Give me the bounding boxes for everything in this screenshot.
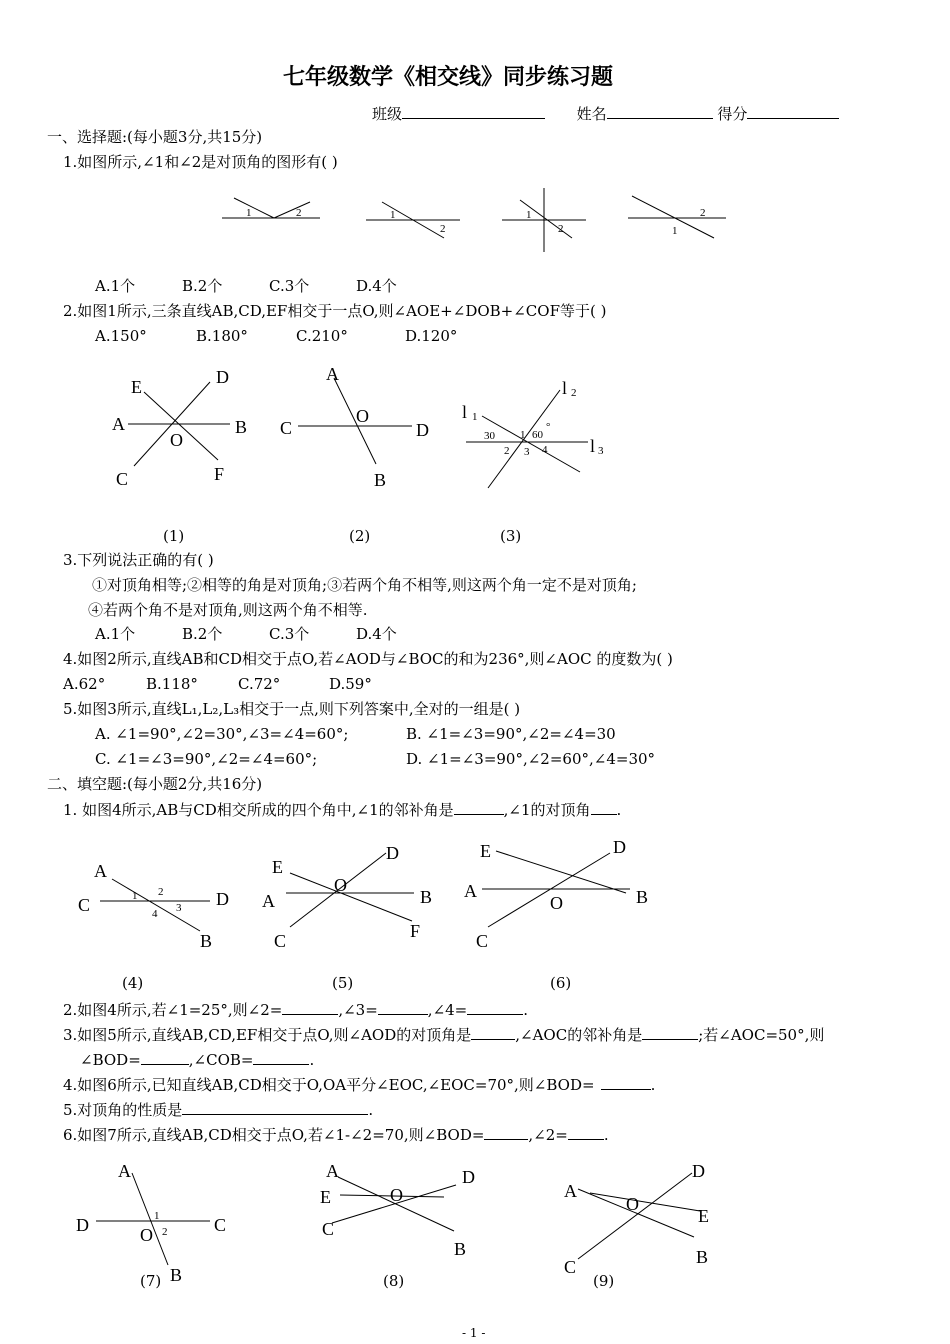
fill-q2-text-b: ,∠3= (338, 1001, 378, 1019)
q1c-label-2: 2 (558, 223, 564, 235)
fill-q2-blank-1[interactable] (282, 999, 338, 1015)
fig4-label-A: A (94, 861, 107, 881)
fig6-label-E: E (480, 841, 491, 861)
q5-option-a[interactable]: A. ∠1=90°,∠2=30°,∠3=∠4=60°; (95, 725, 349, 743)
fig3-label-1: 1 (520, 429, 526, 441)
fig1-label-A: A (112, 414, 125, 434)
fill-q6-text-c: . (603, 1126, 609, 1144)
fig2-label-O: O (356, 406, 369, 426)
fill-q3-text-b: ,∠AOC的邻补角是 (515, 1026, 643, 1044)
fig3-angle-60: 60 (532, 429, 543, 441)
q3-option-a[interactable]: A.1个 (95, 625, 136, 643)
fill-q1-text-b: ,∠1的对顶角 (503, 801, 591, 819)
figure-caption-8: (8) (383, 1272, 405, 1290)
fig8-label-B: B (454, 1239, 467, 1259)
fig9-label-D: D (692, 1161, 705, 1181)
figure-caption-5: (5) (332, 974, 354, 992)
fill-q1-text-a: 1. 如图4所示,AB与CD相交所成的四个角中,∠1的邻补角是 (63, 801, 454, 819)
q1d-label-2: 2 (700, 207, 706, 219)
fill-q6-blank-1[interactable] (484, 1124, 528, 1140)
fig4-label-3: 3 (176, 902, 182, 914)
fill-q3-blank-2[interactable] (642, 1024, 698, 1040)
q2-text: 2.如图1所示,三条直线AB,CD,EF相交于一点O,则∠AOE+∠DOB+∠COF等于( ) (63, 302, 607, 320)
fig6-label-D: D (613, 837, 626, 857)
fill-q2-text-c: ,∠4= (427, 1001, 468, 1019)
figure-caption-9: (9) (593, 1272, 615, 1290)
fig7-label-A: A (118, 1161, 131, 1181)
fill-q3-blank-3[interactable] (141, 1049, 189, 1065)
q1-figures (210, 180, 750, 260)
fig8-label-D: D (462, 1167, 475, 1187)
q3-statement-line1: ①对顶角相等;②相等的角是对顶角;③若两个角不相等,则这两个角一定不是对顶角; (92, 576, 637, 594)
fill-q5-blank-1[interactable] (182, 1099, 368, 1115)
fig7-label-D: D (76, 1215, 89, 1235)
fig3-label-l3-sub: 3 (598, 445, 604, 457)
fill-q3-cont (80, 1049, 314, 1070)
fill-q5 (63, 1099, 373, 1120)
fig7-label-O: O (140, 1225, 153, 1245)
fig8-label-O: O (390, 1185, 403, 1205)
fig4-label-2: 2 (158, 886, 164, 898)
score-blank[interactable] (747, 103, 839, 119)
fig3-label-l1-sub: 1 (472, 411, 478, 423)
student-info-line (372, 103, 839, 124)
fig3-label-l1: l (462, 402, 468, 422)
fill-q5-text-b: . (368, 1101, 374, 1119)
class-label: 班级 (372, 105, 403, 123)
page-title: 七年级数学《相交线》同步练习题 (283, 65, 614, 90)
fig6-label-B: B (636, 887, 649, 907)
q3-option-c[interactable]: C.3个 (269, 625, 310, 643)
q4-option-d[interactable]: D.59° (329, 675, 372, 693)
fig2-label-B: B (374, 470, 387, 490)
q5-option-b[interactable]: B. ∠1=∠3=90°,∠2=∠4=30 (406, 725, 616, 743)
name-label: 姓名 (576, 105, 607, 123)
fill-q4-text-b: . (650, 1076, 656, 1094)
q3-statement-line2: ④若两个角不是对顶角,则这两个角不相等. (88, 601, 368, 619)
q5-option-c[interactable]: C. ∠1=∠3=90°,∠2=∠4=60°; (95, 750, 318, 768)
fig8-label-C: C (322, 1219, 335, 1239)
fig3-label-l2: l (562, 378, 568, 398)
figure-caption-1: (1) (163, 527, 185, 545)
q3-option-b[interactable]: B.2个 (182, 625, 223, 643)
fig9-label-E: E (698, 1206, 709, 1226)
fill-q3-blank-1[interactable] (471, 1024, 515, 1040)
fig3-angle-30: 30 (484, 430, 495, 442)
figure-caption-4: (4) (122, 974, 144, 992)
fig3-label-4: 4 (542, 444, 548, 456)
q4-option-a[interactable]: A.62° (63, 675, 106, 693)
figures-1-3 (100, 360, 620, 550)
fig2-label-C: C (280, 418, 293, 438)
fig5-label-D: D (386, 843, 399, 863)
fill-q3-text-d: ∠BOD= (80, 1051, 141, 1069)
figure-caption-2: (2) (349, 527, 371, 545)
fill-q4 (63, 1074, 655, 1095)
q1b-label-2: 2 (440, 223, 446, 235)
fill-q2 (63, 999, 528, 1020)
fig7-label-C: C (214, 1215, 227, 1235)
q1-option-d[interactable]: D.4个 (356, 277, 397, 295)
name-blank[interactable] (607, 103, 713, 119)
fig4-label-1: 1 (132, 890, 138, 902)
q2-option-b[interactable]: B.180° (196, 327, 248, 345)
q4-text: 4.如图2所示,直线AB和CD相交于点O,若∠AOD与∠BOC的和为236°,则∠AOC 的度数为( ) (63, 650, 673, 668)
fig1-label-F: F (214, 464, 225, 484)
fill-q2-text-d: . (523, 1001, 529, 1019)
q4-options (63, 674, 372, 694)
q4-option-b[interactable]: B.118° (146, 675, 198, 693)
figure-caption-3: (3) (500, 527, 522, 545)
q1d-label-1: 1 (672, 225, 678, 237)
figure-caption-7: (7) (140, 1272, 162, 1290)
fig3-label-2: 2 (504, 445, 510, 457)
q5-text: 5.如图3所示,直线L₁,L₂,L₃相交于一点,则下列答案中,全对的一组是( ) (63, 700, 521, 718)
q1b-label-1: 1 (390, 209, 396, 221)
fill-q5-text-a: 5.对顶角的性质是 (63, 1101, 183, 1119)
q1-option-a[interactable]: A.1个 (95, 277, 136, 295)
score-label: 得分 (717, 105, 748, 123)
fill-q6 (63, 1124, 609, 1145)
fill-q3-text-e: ,∠COB= (188, 1051, 254, 1069)
fig7-label-2: 2 (162, 1226, 168, 1238)
fill-q4-blank-1[interactable] (601, 1074, 651, 1090)
fill-q2-text-a: 2.如图4所示,若∠1=25°,则∠2= (63, 1001, 283, 1019)
fill-q3-text-a: 3.如图5所示,直线AB,CD,EF相交于点O,则∠AOD的对顶角是 (63, 1026, 472, 1044)
fill-q6-text-b: ,∠2= (528, 1126, 568, 1144)
q3-options (95, 624, 397, 644)
fig9-label-C: C (564, 1257, 577, 1277)
fig3-degree: ° (546, 421, 551, 433)
fig6-label-O: O (550, 893, 563, 913)
fig5-label-F: F (410, 921, 421, 941)
fig3-label-l2-sub: 2 (571, 387, 577, 399)
class-blank[interactable] (402, 103, 545, 119)
q3-option-d[interactable]: D.4个 (356, 625, 397, 643)
fig4-label-C: C (78, 895, 91, 915)
q1-options (95, 276, 397, 296)
fig1-label-D: D (216, 367, 229, 387)
q3-text: 3.下列说法正确的有( ) (63, 551, 214, 569)
q2-options (95, 326, 457, 346)
fig5-label-E: E (272, 857, 283, 877)
fig8-label-A: A (326, 1161, 339, 1181)
fill-q3-text-f: . (309, 1051, 315, 1069)
fill-q1-text-c: . (616, 801, 622, 819)
fig3-label-l3: l (590, 436, 596, 456)
fill-q2-blank-3[interactable] (467, 999, 523, 1015)
q5-option-d[interactable]: D. ∠1=∠3=90°,∠2=60°,∠4=30° (406, 750, 656, 768)
fig5-label-O: O (334, 875, 347, 895)
q4-option-c[interactable]: C.72° (238, 675, 281, 693)
section1-heading: 一、选择题:(每小题3分,共15分) (47, 128, 263, 146)
fig4-label-B: B (200, 931, 213, 951)
q2-option-d[interactable]: D.120° (405, 327, 458, 345)
fig4-label-D: D (216, 889, 229, 909)
fig6-label-A: A (464, 881, 477, 901)
fig3-label-3: 3 (524, 446, 530, 458)
q2-option-a[interactable]: A.150° (95, 327, 147, 345)
q1c-label-1: 1 (526, 209, 532, 221)
fill-q6-text-a: 6.如图7所示,直线AB,CD相交于点O,若∠1-∠2=70,则∠BOD= (63, 1126, 485, 1144)
figure-caption-6: (6) (550, 974, 572, 992)
fig1-label-C: C (116, 469, 129, 489)
fill-q3 (63, 1024, 824, 1045)
fill-q1-blank-1[interactable] (454, 799, 504, 815)
section2-heading: 二、填空题:(每小题2分,共16分) (47, 775, 263, 793)
fig6-label-C: C (476, 931, 489, 951)
fill-q6-blank-2[interactable] (568, 1124, 604, 1140)
q1-text: 1.如图所示,∠1和∠2是对顶角的图形有( ) (63, 153, 338, 171)
fill-q1 (63, 799, 621, 820)
fig7-label-B: B (170, 1265, 183, 1285)
q1a-label-2: 2 (296, 207, 302, 219)
fig7-label-1: 1 (154, 1210, 160, 1222)
fig5-label-B: B (420, 887, 433, 907)
q1a-label-1: 1 (246, 207, 252, 219)
fig4-label-4: 4 (152, 908, 158, 920)
fig8-label-E: E (320, 1187, 331, 1207)
fig9-label-O: O (626, 1194, 639, 1214)
fig2-label-A: A (326, 364, 339, 384)
figures-4-6 (70, 835, 670, 965)
fig1-label-O: O (170, 430, 183, 450)
fig9-label-B: B (696, 1247, 709, 1267)
fig2-label-D: D (416, 420, 429, 440)
fig1-label-B: B (235, 417, 248, 437)
page-number: - 1 - (462, 1326, 486, 1340)
fill-q4-text-a: 4.如图6所示,已知直线AB,CD相交于O,OA平分∠EOC,∠EOC=70°,则∠BOD= (63, 1076, 595, 1094)
q2-option-c[interactable]: C.210° (296, 327, 348, 345)
fig9-label-A: A (564, 1181, 577, 1201)
fig5-label-C: C (274, 931, 287, 951)
fill-q1-blank-2[interactable] (591, 799, 617, 815)
fill-q3-blank-4[interactable] (253, 1049, 309, 1065)
fill-q2-blank-2[interactable] (378, 999, 428, 1015)
q1-option-c[interactable]: C.3个 (269, 277, 310, 295)
fig1-label-E: E (131, 377, 142, 397)
fig5-label-A: A (262, 891, 275, 911)
q1-option-b[interactable]: B.2个 (182, 277, 223, 295)
fill-q3-text-c: ;若∠AOC=50°,则 (698, 1026, 825, 1044)
